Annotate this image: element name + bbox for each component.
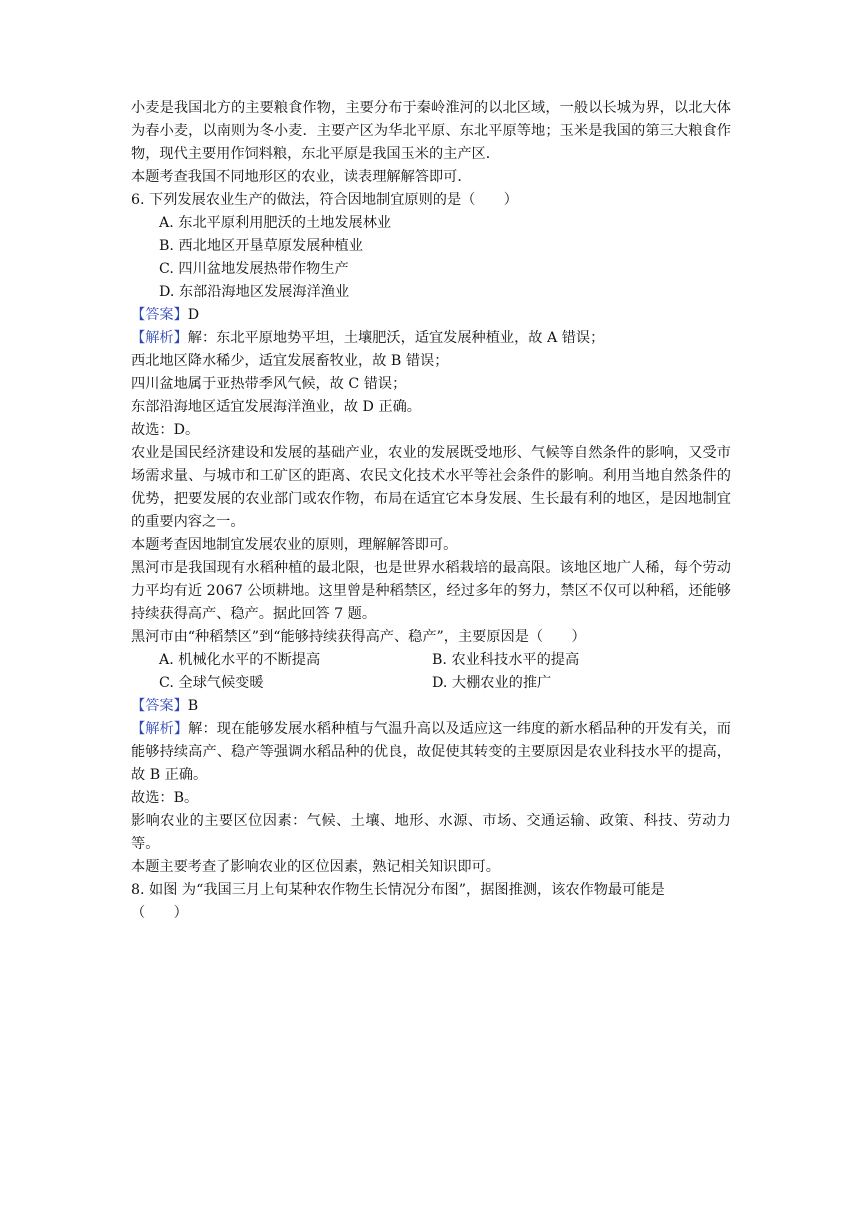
option-letter: D.	[432, 675, 448, 691]
q6-summary: 本题考查因地制宜发展农业的原则，理解解答即可。	[131, 537, 458, 553]
q6-analysis-line-2: 西北地区降水稀少，适宜发展畜牧业，故 B 错误；	[131, 353, 449, 369]
q6-option-c	[131, 258, 731, 281]
q6-option-a	[131, 212, 731, 235]
q6-option-d	[131, 281, 731, 304]
q7-option-a	[159, 649, 432, 672]
analysis-tag: 【解析】	[131, 330, 188, 346]
q7-choose: 故选：B。	[131, 790, 199, 806]
q7-answer	[131, 695, 731, 718]
q7-options-row-1	[131, 649, 731, 672]
document-page	[131, 97, 731, 925]
q7-analysis	[131, 718, 731, 787]
option-text: 机械化水平的不断提高	[178, 652, 321, 668]
q7-material: 黑河市是我国现有水稻种植的最北限，也是世界水稻栽培的最高限。该地区地广人稀，每个劳动力平均有近 2067 公顷耕地。这里曾是种稻禁区，经过多年的努力，禁区不仅可以种稻，还能够持续获得高产、稳产。据此回答 7 题。	[131, 560, 731, 622]
q7-option-c	[159, 672, 432, 695]
q8-stem-bracket: （ ）	[131, 905, 188, 921]
q7-option-b	[432, 649, 579, 672]
answer-tag: 【答案】	[131, 307, 188, 323]
option-text: 大棚农业的推广	[451, 675, 552, 691]
q6-analysis-line-1	[131, 327, 731, 350]
q6-analysis-line-3: 四川盆地属于亚热带季风气候，故 C 错误；	[131, 376, 407, 392]
q6-choose: 故选：D。	[131, 422, 200, 438]
option-text: 四川盆地发展热带作物生产	[178, 261, 349, 277]
option-letter: D.	[159, 284, 175, 300]
answer-value: D	[187, 307, 200, 323]
option-text: 全球气候变暖	[178, 675, 264, 691]
option-text: 东部沿海地区发展海洋渔业	[178, 284, 350, 300]
option-text: 东北平原利用肥沃的土地发展林业	[178, 215, 392, 231]
q6-option-b	[131, 235, 731, 258]
q6-analysis-line-4: 东部沿海地区适宜发展海洋渔业，故 D 正确。	[131, 399, 421, 415]
option-letter: B.	[159, 238, 174, 254]
intro-paragraph: 小麦是我国北方的主要粮食作物，主要分布于秦岭淮河的以北区域，一般以长城为界，以北大体为春小麦，以南则为冬小麦．主要产区为华北平原、东北平原等地；玉米是我国的第三大粮食作物，现代主要用作饲料粮，东北平原是我国玉米的主产区．	[131, 100, 731, 162]
q7-stem: 黑河市由“种稻禁区”到“能够持续获得高产、稳产”，主要原因是（ ）	[131, 629, 586, 645]
q7-summary: 本题主要考查了影响农业的区位因素，熟记相关知识即可。	[131, 859, 500, 875]
answer-value: B	[187, 698, 199, 714]
intro-summary: 本题考查我国不同地形区的农业，读表理解解答即可．	[131, 169, 472, 185]
q6-answer	[131, 304, 731, 327]
option-letter: B.	[432, 652, 447, 668]
option-letter: A.	[159, 215, 174, 231]
option-text: 农业科技水平的提高	[451, 652, 580, 668]
option-letter: A.	[159, 652, 174, 668]
answer-tag: 【答案】	[131, 698, 188, 714]
q7-options-row-2	[131, 672, 731, 695]
q7-explain: 影响农业的主要区位因素：气候、土壤、地形、水源、市场、交通运输、政策、科技、劳动力等。	[131, 813, 731, 852]
q8-stem: 8. 如图 为“我国三月上旬某种农作物生长情况分布图”，据图推测，该农作物最可能是	[131, 882, 665, 898]
q7-option-d	[432, 672, 551, 695]
option-text: 西北地区开垦草原发展种植业	[178, 238, 363, 254]
option-letter: C.	[159, 675, 174, 691]
analysis-text: 解：现在能够发展水稻种植与气温升高以及适应这一纬度的新水稻品种的开发有关，而能够持续高产、稳产等强调水稻品种的优良，故促使其转变的主要原因是农业科技水平的提高，故 B 正确。	[131, 721, 731, 783]
q6-stem: 6. 下列发展农业生产的做法，符合因地制宜原则的是（ ）	[131, 192, 518, 208]
option-letter: C.	[159, 261, 174, 277]
analysis-tag: 【解析】	[131, 721, 189, 737]
q6-explain: 农业是国民经济建设和发展的基础产业，农业的发展既受地形、气候等自然条件的影响，又受市场需求量、与城市和工矿区的距离、农民文化技术水平等社会条件的影响。利用当地自然条件的优势，把要发展的农业部门或农作物，布局在适宜它本身发展、生长最有利的地区，是因地制宜的重要内容之一。	[131, 445, 731, 530]
analysis-text: 解：东北平原地势平坦，土壤肥沃，适宜发展种植业，故 A 错误；	[187, 330, 605, 346]
